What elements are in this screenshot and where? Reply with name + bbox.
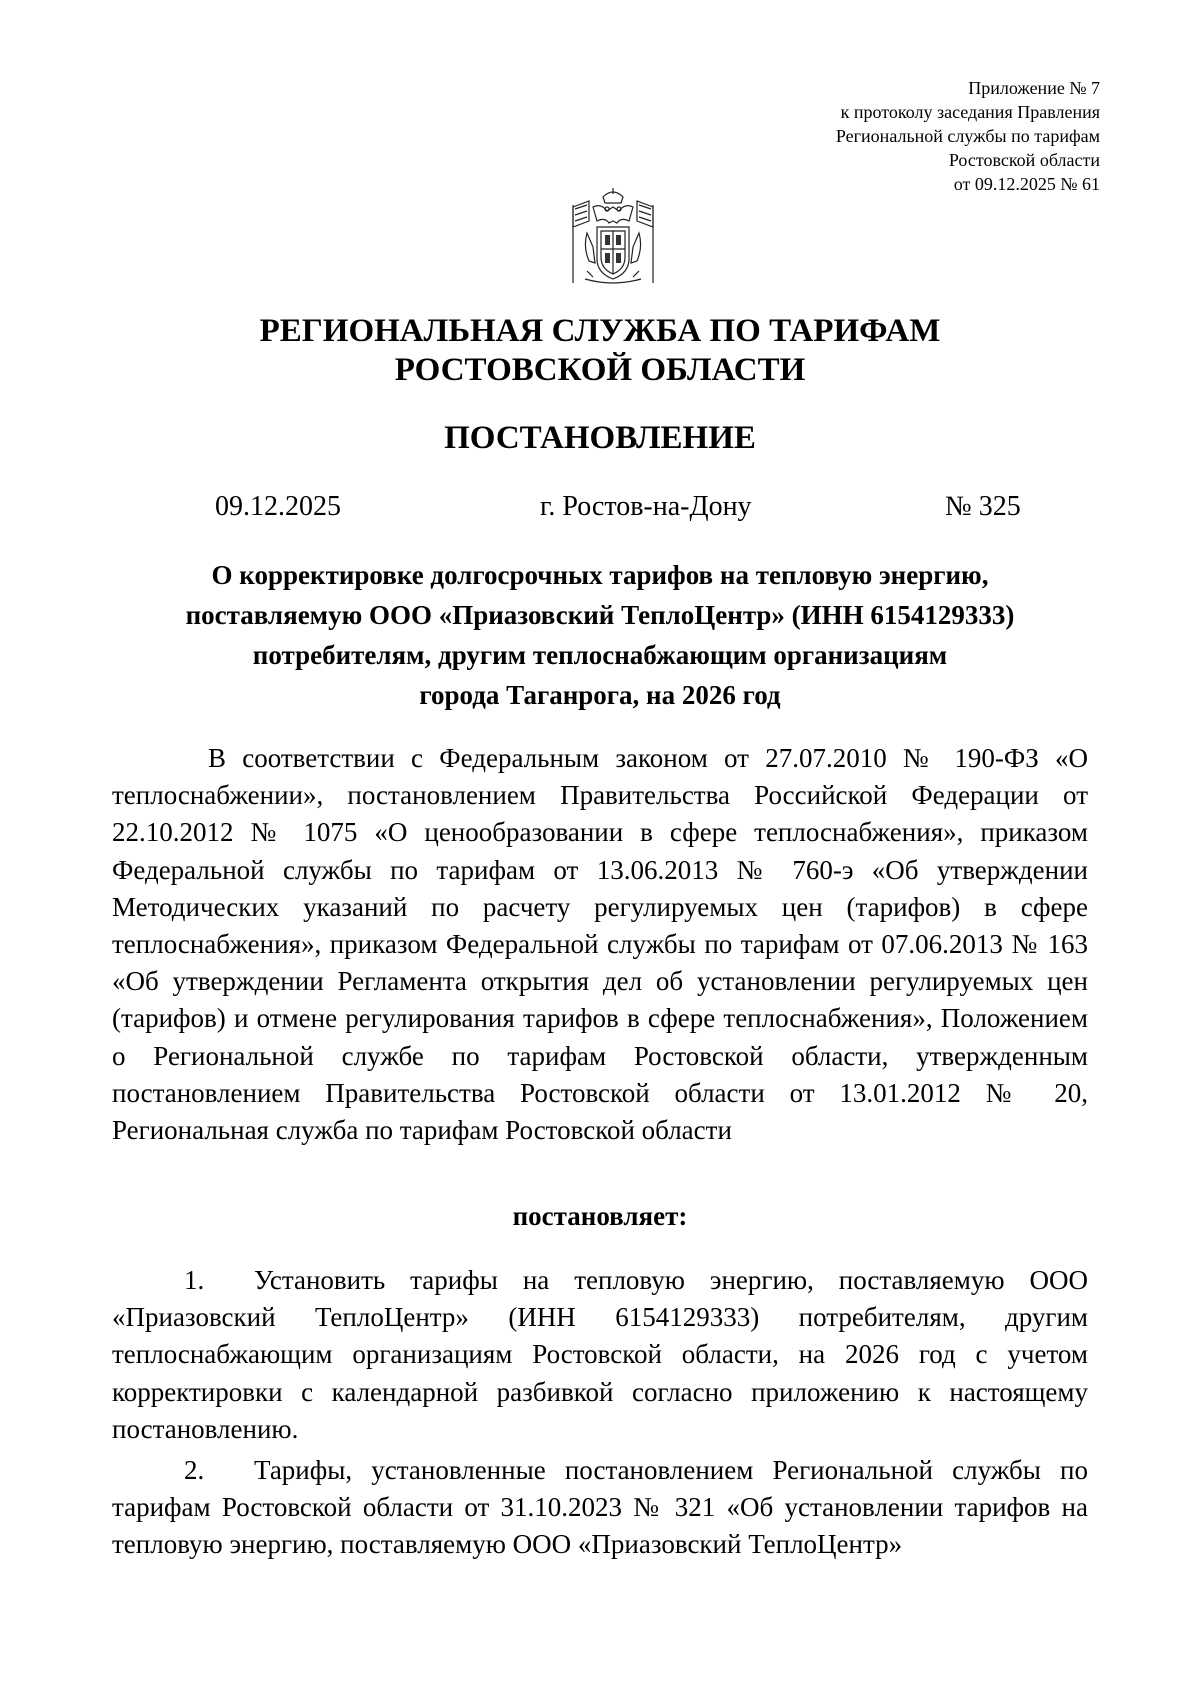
document-date: 09.12.2025 (215, 491, 341, 522)
appendix-header (836, 76, 1100, 196)
subject-line: поставляемую ООО «Приазовский ТеплоЦентр» (ИНН 6154129333) (185, 600, 1015, 630)
item-number: 1. (184, 1265, 205, 1295)
preamble-paragraph: В соответствии с Федеральным законом от 27.07.2010 № 190-ФЗ «О теплоснабжении», постановлением Правительства Российской Федерации от 22.10.2012 № 1075 «О ценообразовании в сфере теплоснабжения», приказом Федеральной службы по тарифам от 13.06.2013 № 760-э «Об утверждении Методических указаний по расчету регулируемых цен (тарифов) в сфере теплоснабжения», приказом Федеральной службы по тарифам от 07.06.2013 № 163 «Об утверждении Регламента открытия дел об установлении регулируемых цен (тарифов) и отмене регулирования тарифов в сфере теплоснабжения», Положением о Региональной службе по тарифам Ростовской области, утвержденным постановлением Правительства Ростовской области от 13.01.2012 № 20, Региональная служба по тарифам Ростовской области (112, 743, 1088, 1146)
appendix-line: от 09.12.2025 № 61 (953, 174, 1100, 194)
appendix-line: Ростовской области (948, 150, 1100, 170)
organization-title (0, 312, 1200, 390)
document-number: № 325 (945, 491, 1021, 522)
document-type: ПОСТАНОВЛЕНИЕ (444, 420, 756, 456)
organization-title-line: РОСТОВСКОЙ ОБЛАСТИ (394, 352, 806, 388)
subject-line: города Таганрога, на 2026 год (419, 680, 781, 710)
appendix-line: Региональной службы по тарифам (835, 126, 1100, 146)
subject-line: О корректировке долгосрочных тарифов на тепловую энергию, (211, 560, 989, 590)
appendix-line: Приложение № 7 (968, 78, 1100, 98)
appendix-line: к протоколу заседания Правления (840, 102, 1100, 122)
coat-of-arms-icon (567, 187, 659, 287)
item-text: Тарифы, установленные постановлением Региональной службы по тарифам Ростовской области от 31.10.2023 № 321 «Об установлении тарифов на тепловую энергию, поставляемую ООО «Приазовский ТеплоЦентр» (112, 1455, 1088, 1560)
subject-line: потребителям, другим теплоснабжающим организациям (252, 640, 948, 670)
document-city: г. Ростов-на-Дону (540, 491, 752, 522)
document-subject (0, 555, 1200, 715)
resolves-heading: постановляет: (512, 1201, 688, 1231)
organization-title-line: РЕГИОНАЛЬНАЯ СЛУЖБА ПО ТАРИФАМ (259, 313, 941, 349)
resolution-item (112, 1452, 1088, 1564)
item-number: 2. (184, 1455, 205, 1485)
item-text: Установить тарифы на тепловую энергию, поставляемую ООО «Приазовский ТеплоЦентр» (ИНН 6154129333) потребителям, другим теплоснабжающим организациям Ростовской области, на 2026 год с учетом корректировки с календарной разбивкой согласно приложению к настоящему постановлению. (112, 1265, 1088, 1444)
resolution-item (112, 1262, 1088, 1448)
